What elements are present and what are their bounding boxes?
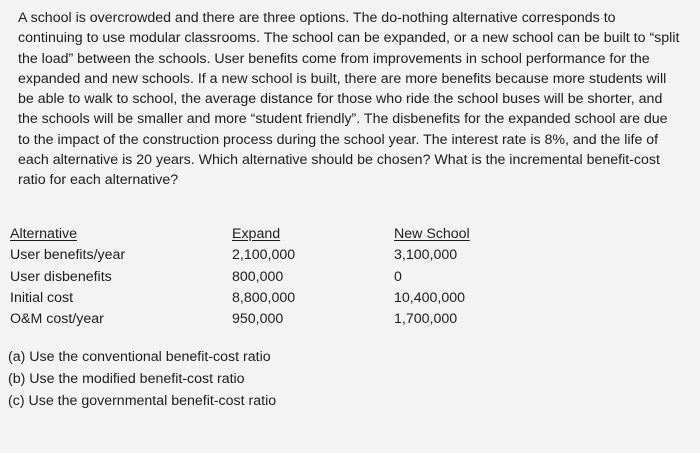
new-school-value: 3,100,000	[394, 247, 458, 264]
label-column	[10, 224, 125, 330]
new-school-column	[394, 224, 470, 330]
expand-value: 950,000	[232, 311, 284, 328]
row-label: Initial cost	[10, 289, 74, 306]
row-label: User benefits/year	[10, 247, 126, 264]
expand-value: 800,000	[232, 268, 284, 285]
header-new-school: New School	[394, 226, 470, 242]
question-parts	[8, 346, 276, 412]
row-label: User disbenefits	[10, 268, 112, 285]
expand-column	[232, 224, 295, 330]
expand-value: 8,800,000	[232, 289, 296, 306]
new-school-value: 10,400,000	[394, 289, 466, 306]
problem-statement: A school is overcrowded and there are three options. The do-nothing alternative corresponds to continuing to use modular classrooms. The school can be expanded, or a new school can be built to “split the load” between the schools. User benefits come from improvements in school performance for the expanded and new schools. If a new school is built, there are more benefits because more students will be able to walk to school, the average distance for those who ride the school buses will be shorter, and the schools will be smaller and more “student friendly”. The disbenefits for the expanded school are due to the impact of the construction process during the school year. The interest rate is 8%, and the life of each alternative is 20 years. Which alternative should be chosen? What is the incremental benefit-cost ratio for each alternative?	[18, 10, 680, 189]
expand-value: 2,100,000	[232, 247, 296, 264]
new-school-value: 1,700,000	[394, 311, 458, 328]
new-school-value: 0	[394, 268, 402, 285]
part-a: (a) Use the conventional benefit-cost ratio	[8, 349, 271, 365]
row-label: O&M cost/year	[10, 311, 104, 328]
part-c: (c) Use the governmental benefit-cost ratio	[8, 393, 277, 409]
part-b: (b) Use the modified benefit-cost ratio	[8, 371, 245, 387]
header-expand: Expand	[232, 226, 281, 242]
header-alternative: Alternative	[10, 226, 78, 242]
